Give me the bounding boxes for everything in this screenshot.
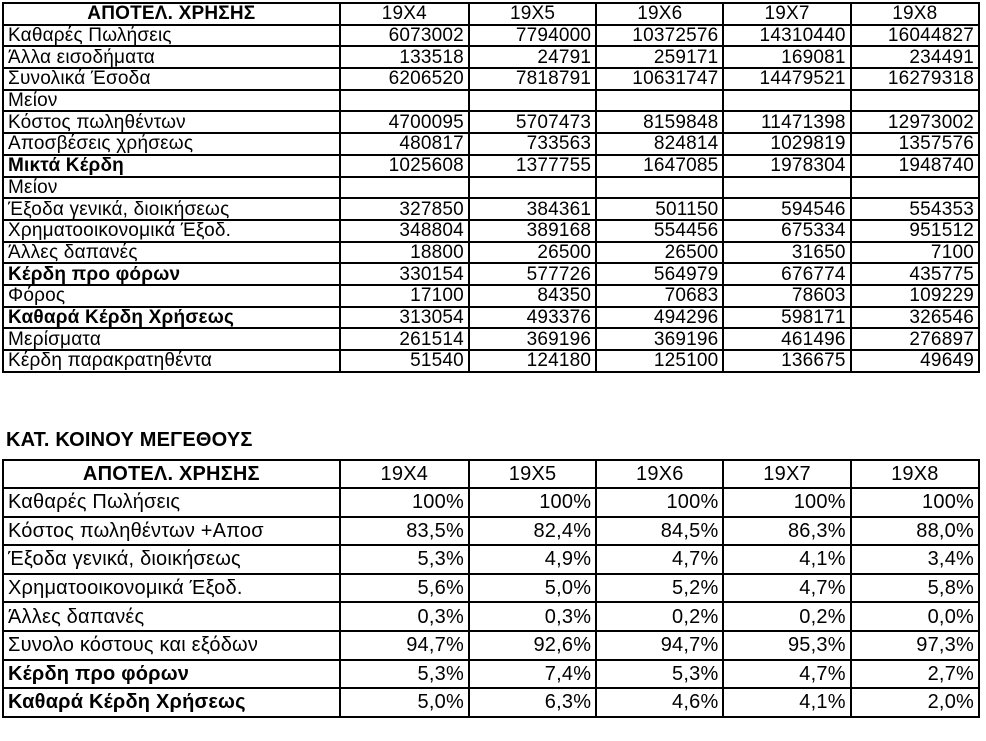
value-cell: 125100 xyxy=(596,350,723,372)
value-cell: 136675 xyxy=(723,350,850,372)
value-cell: 330154 xyxy=(340,263,469,285)
value-cell: 564979 xyxy=(596,263,723,285)
value-cell: 95,3% xyxy=(723,631,850,660)
table-row xyxy=(3,488,979,517)
year-header-cell: 19Χ5 xyxy=(469,3,596,25)
value-cell: 26500 xyxy=(469,242,596,264)
value-cell: 100% xyxy=(596,488,723,517)
value-cell: 5,3% xyxy=(340,660,469,689)
year-header-cell: 19Χ4 xyxy=(340,3,469,25)
value-cell: 11471398 xyxy=(723,111,850,133)
year-header-cell: 19Χ5 xyxy=(469,460,596,488)
year-header-cell: 19Χ4 xyxy=(340,460,469,488)
common-size-table xyxy=(2,459,980,718)
year-header-cell: 19Χ6 xyxy=(596,3,723,25)
table-row xyxy=(3,602,979,631)
header-row xyxy=(3,3,979,25)
value-cell xyxy=(340,177,469,199)
value-cell: 577726 xyxy=(469,263,596,285)
value-cell: 480817 xyxy=(340,133,469,155)
row-label-cell: Κόστος πωληθέντων +Αποσ xyxy=(3,517,340,546)
value-cell: 100% xyxy=(851,488,979,517)
value-cell: 51540 xyxy=(340,350,469,372)
value-cell: 83,5% xyxy=(340,517,469,546)
table-row xyxy=(3,220,979,242)
value-cell: 0,3% xyxy=(340,602,469,631)
value-cell: 84,5% xyxy=(596,517,723,546)
value-cell: 6073002 xyxy=(340,25,469,47)
common-size-section-title: ΚΑΤ. ΚΟΙΝΟΥ ΜΕΓΕΘΟΥΣ xyxy=(6,429,253,451)
value-cell: 4,7% xyxy=(723,574,850,603)
value-cell: 554456 xyxy=(596,220,723,242)
value-cell: 7100 xyxy=(851,242,979,264)
row-label-cell: Μικτά Κέρδη xyxy=(3,155,340,177)
value-cell: 501150 xyxy=(596,198,723,220)
value-cell: 594546 xyxy=(723,198,850,220)
year-header-cell: 19Χ8 xyxy=(851,3,979,25)
value-cell: 86,3% xyxy=(723,517,850,546)
row-label-cell: Μείον xyxy=(3,177,340,199)
header-title-cell: ΑΠΟΤΕΛ. ΧΡΗΣΗΣ xyxy=(3,3,340,25)
row-label-cell: Χρηματοοικονομικά Έξοδ. xyxy=(3,220,340,242)
value-cell xyxy=(851,177,979,199)
table-row xyxy=(3,263,979,285)
value-cell: 676774 xyxy=(723,263,850,285)
value-cell: 1029819 xyxy=(723,133,850,155)
value-cell: 78603 xyxy=(723,285,850,307)
row-label-cell: Κέρδη παρακρατηθέντα xyxy=(3,350,340,372)
income-statement-table xyxy=(2,2,980,373)
row-label-cell: Άλλες δαπανές xyxy=(3,602,340,631)
table-row xyxy=(3,660,979,689)
row-label-cell: Κέρδη προ φόρων xyxy=(3,660,340,689)
value-cell: 12973002 xyxy=(851,111,979,133)
table-row xyxy=(3,25,979,47)
value-cell: 2,0% xyxy=(851,688,979,717)
value-cell xyxy=(596,177,723,199)
value-cell: 5,0% xyxy=(340,688,469,717)
value-cell: 1377755 xyxy=(469,155,596,177)
value-cell: 261514 xyxy=(340,328,469,350)
table-row xyxy=(3,155,979,177)
row-label-cell: Φόρος xyxy=(3,285,340,307)
row-label-cell: Έξοδα γενικά, διοικήσεως xyxy=(3,545,340,574)
value-cell xyxy=(723,90,850,112)
row-label-cell: Καθαρές Πωλήσεις xyxy=(3,488,340,517)
header-row xyxy=(3,460,979,488)
value-cell: 6,3% xyxy=(469,688,596,717)
value-cell: 16279318 xyxy=(851,68,979,90)
row-label-cell: Κέρδη προ φόρων xyxy=(3,263,340,285)
value-cell: 16044827 xyxy=(851,25,979,47)
value-cell: 3,4% xyxy=(851,545,979,574)
value-cell: 18800 xyxy=(340,242,469,264)
value-cell: 94,7% xyxy=(340,631,469,660)
value-cell: 369196 xyxy=(596,328,723,350)
value-cell: 0,2% xyxy=(723,602,850,631)
value-cell: 369196 xyxy=(469,328,596,350)
row-label-cell: Έξοδα γενικά, διοικήσεως xyxy=(3,198,340,220)
value-cell: 100% xyxy=(469,488,596,517)
year-header-cell: 19Χ7 xyxy=(723,3,850,25)
value-cell: 326546 xyxy=(851,307,979,329)
header-title-cell: ΑΠΟΤΕΛ. ΧΡΗΣΗΣ xyxy=(3,460,340,488)
value-cell: 7,4% xyxy=(469,660,596,689)
value-cell: 124180 xyxy=(469,350,596,372)
value-cell: 0,3% xyxy=(469,602,596,631)
value-cell: 733563 xyxy=(469,133,596,155)
value-cell: 234491 xyxy=(851,46,979,68)
value-cell: 435775 xyxy=(851,263,979,285)
value-cell: 5,6% xyxy=(340,574,469,603)
value-cell: 84350 xyxy=(469,285,596,307)
row-label-cell: Καθαρά Κέρδη Χρήσεως xyxy=(3,688,340,717)
value-cell: 1948740 xyxy=(851,155,979,177)
value-cell: 0,2% xyxy=(596,602,723,631)
value-cell: 4700095 xyxy=(340,111,469,133)
row-label-cell: Καθαρά Κέρδη Χρήσεως xyxy=(3,307,340,329)
row-label-cell: Μερίσματα xyxy=(3,328,340,350)
year-header-cell: 19Χ7 xyxy=(723,460,850,488)
row-label-cell: Κόστος πωληθέντων xyxy=(3,111,340,133)
value-cell: 1978304 xyxy=(723,155,850,177)
row-label-cell: Χρηματοοικονομικά Έξοδ. xyxy=(3,574,340,603)
value-cell: 259171 xyxy=(596,46,723,68)
table-row xyxy=(3,307,979,329)
value-cell: 461496 xyxy=(723,328,850,350)
table-row xyxy=(3,46,979,68)
table-row xyxy=(3,631,979,660)
value-cell: 133518 xyxy=(340,46,469,68)
value-cell: 327850 xyxy=(340,198,469,220)
value-cell xyxy=(469,177,596,199)
value-cell: 951512 xyxy=(851,220,979,242)
value-cell: 554353 xyxy=(851,198,979,220)
row-label-cell: Συνολο κόστους και εξόδων xyxy=(3,631,340,660)
value-cell: 4,9% xyxy=(469,545,596,574)
table-row xyxy=(3,350,979,372)
value-cell: 10372576 xyxy=(596,25,723,47)
value-cell: 7794000 xyxy=(469,25,596,47)
value-cell: 10631747 xyxy=(596,68,723,90)
value-cell: 4,7% xyxy=(723,660,850,689)
value-cell: 24791 xyxy=(469,46,596,68)
value-cell: 5,2% xyxy=(596,574,723,603)
value-cell: 14310440 xyxy=(723,25,850,47)
value-cell: 0,0% xyxy=(851,602,979,631)
table-row xyxy=(3,177,979,199)
table-row xyxy=(3,111,979,133)
value-cell: 88,0% xyxy=(851,517,979,546)
value-cell: 598171 xyxy=(723,307,850,329)
table-row xyxy=(3,328,979,350)
table-row xyxy=(3,198,979,220)
value-cell: 70683 xyxy=(596,285,723,307)
value-cell: 5,3% xyxy=(340,545,469,574)
value-cell: 313054 xyxy=(340,307,469,329)
table-row xyxy=(3,574,979,603)
row-label-cell: Άλλα εισοδήματα xyxy=(3,46,340,68)
value-cell: 824814 xyxy=(596,133,723,155)
value-cell: 100% xyxy=(340,488,469,517)
value-cell xyxy=(723,177,850,199)
value-cell: 4,6% xyxy=(596,688,723,717)
table-row xyxy=(3,517,979,546)
year-header-cell: 19Χ6 xyxy=(596,460,723,488)
value-cell: 7818791 xyxy=(469,68,596,90)
row-label-cell: Συνολικά Έσοδα xyxy=(3,68,340,90)
value-cell: 14479521 xyxy=(723,68,850,90)
value-cell: 169081 xyxy=(723,46,850,68)
value-cell: 8159848 xyxy=(596,111,723,133)
value-cell: 675334 xyxy=(723,220,850,242)
value-cell: 1025608 xyxy=(340,155,469,177)
value-cell: 1647085 xyxy=(596,155,723,177)
value-cell: 2,7% xyxy=(851,660,979,689)
value-cell: 6206520 xyxy=(340,68,469,90)
value-cell: 5,8% xyxy=(851,574,979,603)
value-cell xyxy=(340,90,469,112)
value-cell: 1357576 xyxy=(851,133,979,155)
value-cell: 17100 xyxy=(340,285,469,307)
value-cell: 5,0% xyxy=(469,574,596,603)
value-cell: 109229 xyxy=(851,285,979,307)
value-cell: 100% xyxy=(723,488,850,517)
value-cell: 493376 xyxy=(469,307,596,329)
value-cell: 4,1% xyxy=(723,545,850,574)
table-row xyxy=(3,90,979,112)
row-label-cell: Μείον xyxy=(3,90,340,112)
value-cell: 82,4% xyxy=(469,517,596,546)
value-cell: 494296 xyxy=(596,307,723,329)
value-cell: 4,1% xyxy=(723,688,850,717)
value-cell: 276897 xyxy=(851,328,979,350)
value-cell: 26500 xyxy=(596,242,723,264)
table-row xyxy=(3,285,979,307)
value-cell xyxy=(851,90,979,112)
table-row xyxy=(3,68,979,90)
value-cell xyxy=(469,90,596,112)
table-row xyxy=(3,688,979,717)
value-cell xyxy=(596,90,723,112)
table-row xyxy=(3,242,979,264)
table-row xyxy=(3,133,979,155)
row-label-cell: Καθαρές Πωλήσεις xyxy=(3,25,340,47)
value-cell: 94,7% xyxy=(596,631,723,660)
value-cell: 348804 xyxy=(340,220,469,242)
row-label-cell: Άλλες δαπανές xyxy=(3,242,340,264)
value-cell: 389168 xyxy=(469,220,596,242)
row-label-cell: Αποσβέσεις χρήσεως xyxy=(3,133,340,155)
year-header-cell: 19Χ8 xyxy=(851,460,979,488)
value-cell: 49649 xyxy=(851,350,979,372)
table-row xyxy=(3,545,979,574)
value-cell: 92,6% xyxy=(469,631,596,660)
value-cell: 31650 xyxy=(723,242,850,264)
value-cell: 4,7% xyxy=(596,545,723,574)
value-cell: 5,3% xyxy=(596,660,723,689)
value-cell: 384361 xyxy=(469,198,596,220)
value-cell: 5707473 xyxy=(469,111,596,133)
value-cell: 97,3% xyxy=(851,631,979,660)
